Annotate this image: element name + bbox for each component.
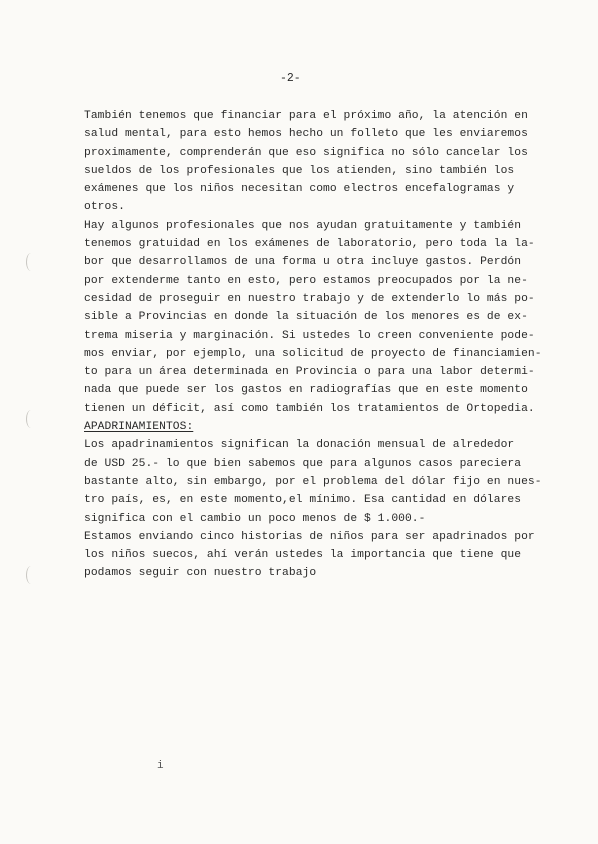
paragraph-mental-health	[84, 107, 584, 217]
text-line: Estamos enviando cinco historias de niños para ser apadrinados por	[84, 530, 535, 543]
section-heading	[84, 418, 584, 436]
text-line: sueldos de los profesionales que los atienden, sino también los	[84, 164, 515, 177]
text-line: bor que desarrollamos de una forma u otra incluye gastos. Perdón	[84, 256, 522, 269]
text-line: podamos seguir con nuestro trabajo	[84, 567, 317, 580]
paragraph-sponsorships	[84, 436, 584, 582]
text-line: trema miseria y marginación. Si ustedes lo creen conveniente pode-	[84, 329, 535, 342]
punch-hole-bottom	[26, 566, 36, 584]
punch-hole-top	[26, 253, 36, 271]
text-line: to para un área determinada en Provincia o para una labor determi-	[84, 366, 535, 379]
text-line: tienen un déficit, así como también los tratamientos de Ortopedia.	[84, 402, 535, 415]
page-number: -2-	[280, 72, 301, 85]
stray-mark: i	[157, 760, 164, 772]
punch-hole-middle	[26, 410, 36, 428]
text-line: Los apadrinamientos significan la donación mensual de alrededor	[84, 439, 515, 452]
text-line: bastante alto, sin embargo, por el problema del dólar fijo en nues-	[84, 475, 542, 488]
text-line: tro país, es, en este momento,el mínimo. Esa cantidad en dólares	[84, 494, 522, 507]
text-line: exámenes que los niños necesitan como electros encefalogramas y	[84, 183, 515, 196]
text-line: los niños suecos, ahí verán ustedes la importancia que tiene que	[84, 549, 522, 562]
text-line: otros.	[84, 201, 125, 214]
paragraph-professionals	[84, 217, 584, 418]
text-line: nada que puede ser los gastos en radiografías que en este momento	[84, 384, 528, 397]
heading-apadrinamientos: APADRINAMIENTOS:	[84, 421, 194, 434]
text-line: mos enviar, por ejemplo, una solicitud de proyecto de financiamien-	[84, 347, 542, 360]
text-line: Hay algunos profesionales que nos ayudan gratuitamente y también	[84, 219, 522, 232]
text-line: sible a Provincias en donde la situación de los menores es de ex-	[84, 311, 528, 324]
letter-body	[84, 107, 584, 583]
text-line: tenemos gratuidad en los exámenes de laboratorio, pero toda la la-	[84, 238, 535, 251]
text-line: cesidad de proseguir en nuestro trabajo y de extenderlo lo más po-	[84, 292, 535, 305]
text-line: de USD 25.- lo que bien sabemos que para algunos casos pareciera	[84, 457, 522, 470]
text-line: salud mental, para esto hemos hecho un folleto que les enviaremos	[84, 128, 528, 141]
text-line: significa con el cambio un poco menos de $ 1.000.-	[84, 512, 426, 525]
text-line: proximamente, comprenderán que eso significa no sólo cancelar los	[84, 146, 528, 159]
text-line: También tenemos que financiar para el próximo año, la atención en	[84, 110, 528, 122]
text-line: por extenderme tanto en esto, pero estamos preocupados por la ne-	[84, 274, 528, 287]
